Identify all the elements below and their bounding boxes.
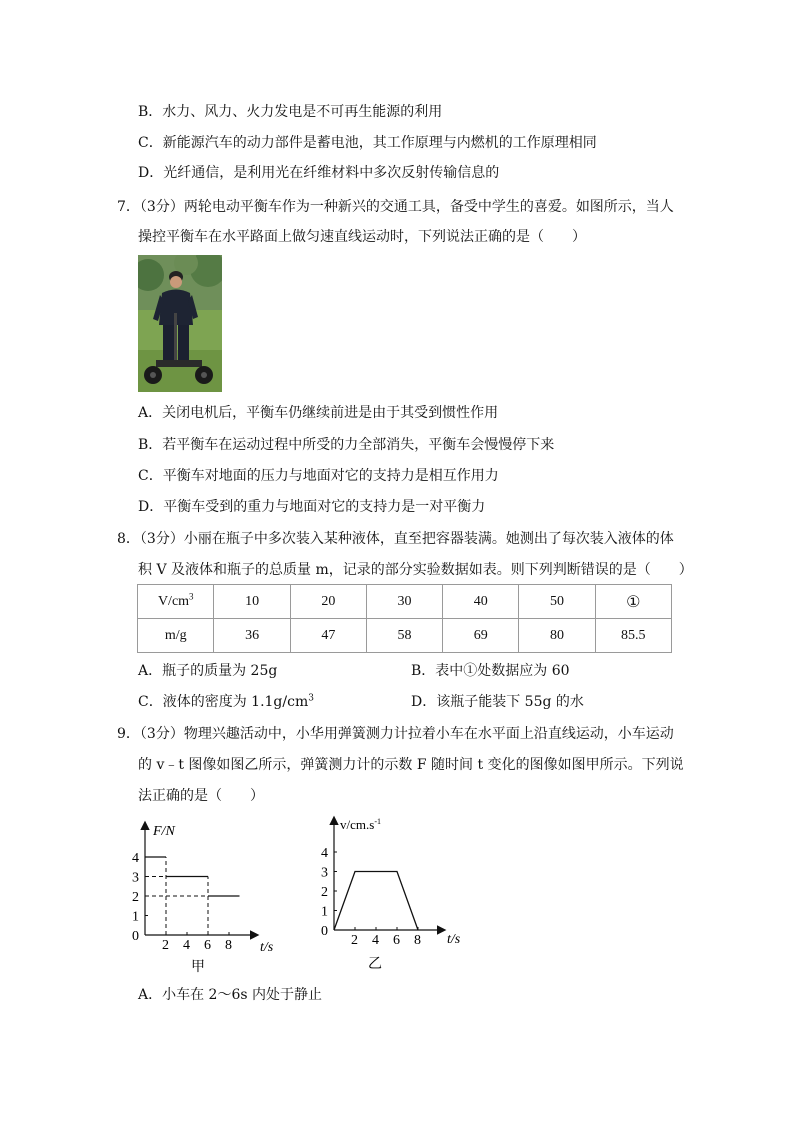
table-cell: 30 [366,585,442,619]
table-cell: 85.5 [595,619,671,653]
data-line [334,872,418,931]
q7-option-b: B．若平衡车在运动过程中所受的力全部消失，平衡车会慢慢停下来 [138,437,555,453]
table-cell: $V/cm^3$ [138,585,214,619]
segway-photo [138,255,222,392]
q8-stem-line2: 积 V 及液体和瓶子的总质量 m，记录的部分实验数据如表。则下列判断错误的是（ ） [138,562,693,578]
x-tick-label: 4 [372,933,379,948]
q8-stem-line1: 8．（3分）小丽在瓶子中多次装入某种液体，直至把容器装满。她测出了每次装入液体的体 [117,531,674,547]
q9-stem-line3: 法正确的是（ ） [138,788,264,804]
velocity-time-graph [312,815,482,980]
y-axis-label: F/N [153,824,175,839]
q7-option-a: A．关闭电机后，平衡车仍继续前进是由于其受到惯性作用 [138,405,499,421]
q8-option-c: C．液体的密度为 $1.1g/cm^3$ [138,693,314,710]
q8-option-a: A．瓶子的质量为 25g [138,663,278,679]
q6-option-b: B．水力、风力、火力发电是不可再生能源的利用 [138,104,443,120]
table-row [138,619,672,653]
table-cell: 50 [519,585,595,619]
y-tick-label: 3 [321,865,328,881]
x-axis-label: t/s [260,940,274,955]
y-tick-label: 2 [132,890,139,905]
table-cell: m/g [138,619,214,653]
q7-option-c: C．平衡车对地面的压力与地面对它的支持力是相互作用力 [138,468,499,484]
circled-number: ① [626,593,641,611]
x-tick-label: 4 [183,938,190,953]
y-tick-label: 1 [321,904,328,920]
table-cell: 10 [214,585,290,619]
q7-option-d: D．平衡车受到的重力与地面对它的支持力是一对平衡力 [138,499,486,515]
table-cell: 58 [366,619,442,653]
graph-caption: 甲 [191,960,205,975]
q9-stem-line1: 9．（3分）物理兴趣活动中，小华用弹簧测力计拉着小车在水平面上沿直线运动，小车运动 [117,726,674,742]
q6-option-d: D．光纤通信，是利用光在纤维材料中多次反射传输信息的 [138,165,500,181]
q7-stem-line1: 7．（3分）两轮电动平衡车作为一种新兴的交通工具，备受中学生的喜爱。如图所示，当人 [117,199,674,215]
table-cell: 80 [519,619,595,653]
y-tick-label: 1 [132,909,139,925]
q8-option-d: D．该瓶子能装下 55g 的水 [411,694,584,710]
q9-option-a: A．小车在 2～6s 内处于静止 [138,987,323,1003]
data-table [137,584,672,653]
force-time-graph [125,815,295,980]
x-tick-label: 8 [414,933,421,948]
y-tick-label: 3 [132,870,139,886]
q8-option-b: B．表中①处数据应为 60 [411,663,570,679]
table-cell [595,585,671,619]
x-axis-label: t/s [447,932,461,947]
y-tick-label: 0 [132,929,139,944]
table-cell: 40 [443,585,519,619]
y-tick-label: 4 [321,846,328,861]
table-cell: 20 [290,585,366,619]
x-tick-label: 6 [393,933,400,948]
y-tick-label: 0 [321,924,328,939]
x-tick-label: 2 [351,933,358,948]
x-tick-label: 6 [204,938,211,953]
y-tick-label: 2 [321,885,328,900]
table-cell: 69 [443,619,519,653]
q9-stem-line2: 的 v﹣t 图像如图乙所示，弹簧测力计的示数 F 随时间 t 变化的图像如图甲所示。下列说 [138,757,684,773]
y-tick-label: 4 [132,851,139,866]
x-tick-label: 8 [225,938,232,953]
table-cell: 36 [214,619,290,653]
y-axis-label: $v/cm.s^{-1}$ [340,817,381,832]
q7-stem-line2: 操控平衡车在水平路面上做匀速直线运动时，下列说法正确的是（ ） [138,229,586,245]
table-cell: 47 [290,619,366,653]
x-tick-label: 2 [162,938,169,953]
graph-caption: 乙 [368,957,382,972]
table-row [138,585,672,619]
q6-option-c: C．新能源汽车的动力部件是蓄电池，其工作原理与内燃机的工作原理相同 [138,135,597,151]
